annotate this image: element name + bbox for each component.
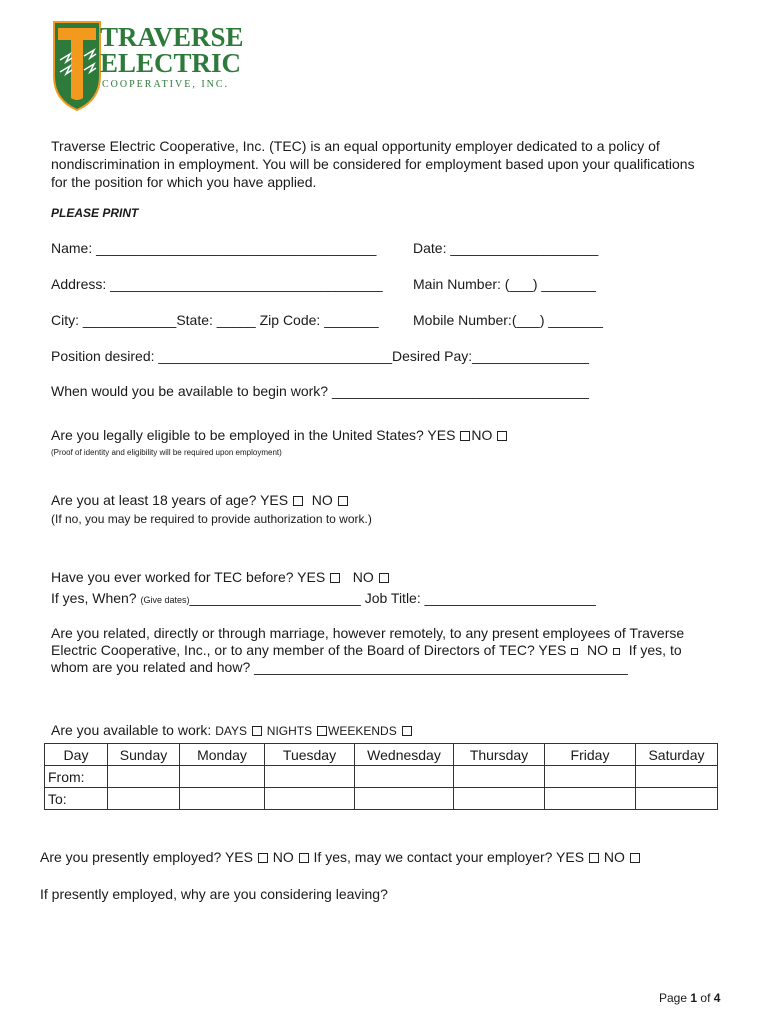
schedule-cell[interactable] <box>180 766 265 788</box>
schedule-to-label: To: <box>45 788 108 810</box>
related-line-3[interactable]: whom are you related and how? ________________________________________________ <box>51 659 628 675</box>
related-yes-checkbox[interactable] <box>571 648 578 655</box>
schedule-cell[interactable] <box>636 788 718 810</box>
eligible-no-label: NO <box>471 427 493 443</box>
main-number-field[interactable]: Main Number: (___) _______ <box>413 276 596 292</box>
worked-no-label: NO <box>352 569 374 585</box>
schedule-header-monday: Monday <box>180 744 265 766</box>
related-no-checkbox[interactable] <box>613 648 620 655</box>
name-field[interactable]: Name: ____________________________________ <box>51 240 377 256</box>
schedule-cell[interactable] <box>355 788 454 810</box>
worked-when-line: ______________________ Job Title: ______________________ <box>189 590 596 606</box>
position-pay-field[interactable]: Position desired: ______________________________Desired Pay:_______________ <box>51 348 589 364</box>
city-state-zip-field[interactable]: City: ____________State: _____ Zip Code: _______ <box>51 312 379 328</box>
contact-employer-text: If yes, may we contact your employer? YES <box>313 849 585 865</box>
age-no-label: NO <box>311 492 333 508</box>
schedule-from-row <box>45 766 718 788</box>
schedule-header-sunday: Sunday <box>108 744 180 766</box>
employed-no-label: NO <box>272 849 294 865</box>
current-page: 1 <box>690 991 698 1005</box>
leaving-question: If presently employed, why are you considering leaving? <box>40 886 388 902</box>
schedule-cell[interactable] <box>454 788 545 810</box>
mobile-number-field[interactable]: Mobile Number:(___) _______ <box>413 312 603 328</box>
age-no-checkbox[interactable] <box>338 496 348 506</box>
schedule-header-row <box>45 744 718 766</box>
please-print-label: PLEASE PRINT <box>51 206 139 220</box>
schedule-from-label: From: <box>45 766 108 788</box>
worked-when-label: If yes, When? <box>51 590 137 606</box>
nights-checkbox[interactable] <box>317 726 327 736</box>
worked-yes-checkbox[interactable] <box>330 573 340 583</box>
employed-question <box>40 849 641 865</box>
logo-shield-icon <box>52 20 102 112</box>
schedule-header-friday: Friday <box>545 744 636 766</box>
related-line-1: Are you related, directly or through marriage, however remotely, to any present employees of Traverse <box>51 625 685 641</box>
employed-question-text: Are you presently employed? YES <box>40 849 253 865</box>
age-question <box>51 492 349 508</box>
date-field[interactable]: Date: ___________________ <box>413 240 599 256</box>
employed-no-checkbox[interactable] <box>299 853 309 863</box>
contact-no-label: NO <box>603 849 625 865</box>
days-checkbox[interactable] <box>252 726 262 736</box>
nights-label: NIGHTS <box>266 724 313 738</box>
eligible-note: (Proof of identity and eligibility will be required upon employment) <box>51 448 282 457</box>
schedule-cell[interactable] <box>355 766 454 788</box>
address-field[interactable]: Address: ___________________________________ <box>51 276 383 292</box>
give-dates-note: (Give dates) <box>140 595 190 605</box>
schedule-cell[interactable] <box>180 788 265 810</box>
weekends-label: WEEKENDS <box>328 724 397 738</box>
eligible-yes-checkbox[interactable] <box>460 431 470 441</box>
worked-question-text: Have you ever worked for TEC before? YES <box>51 569 326 585</box>
page-number <box>659 991 720 1005</box>
weekends-checkbox[interactable] <box>402 726 412 736</box>
availability-question <box>51 722 413 738</box>
worked-when-field[interactable] <box>51 590 596 606</box>
schedule-header-day: Day <box>45 744 108 766</box>
logo-text-electric: ELECTRIC <box>100 48 242 78</box>
related-no-label: NO <box>587 642 609 658</box>
worked-question <box>51 569 390 585</box>
logo-text-cooperative: COOPERATIVE, INC. <box>102 79 230 90</box>
eligible-question <box>51 427 508 443</box>
contact-no-checkbox[interactable] <box>630 853 640 863</box>
schedule-to-row <box>45 788 718 810</box>
schedule-cell[interactable] <box>545 788 636 810</box>
schedule-cell[interactable] <box>454 766 545 788</box>
availability-label: Are you available to work: <box>51 722 212 738</box>
employed-yes-checkbox[interactable] <box>258 853 268 863</box>
age-note: (If no, you may be required to provide authorization to work.) <box>51 512 372 526</box>
schedule-cell[interactable] <box>545 766 636 788</box>
schedule-header-wednesday: Wednesday <box>355 744 454 766</box>
availability-schedule-table <box>44 743 718 810</box>
available-begin-field[interactable]: When would you be available to begin work? _________________________________ <box>51 383 589 399</box>
eligible-no-checkbox[interactable] <box>497 431 507 441</box>
page-of-label: of <box>700 991 711 1005</box>
age-yes-checkbox[interactable] <box>293 496 303 506</box>
logo-text-traverse: TRAVERSE <box>100 22 244 52</box>
page-label: Page <box>659 991 688 1005</box>
schedule-header-tuesday: Tuesday <box>265 744 355 766</box>
related-line-2 <box>51 642 682 658</box>
related-question-text: Electric Cooperative, Inc., or to any member of the Board of Directors of TEC? YES <box>51 642 567 658</box>
schedule-cell[interactable] <box>265 788 355 810</box>
age-question-text: Are you at least 18 years of age? YES <box>51 492 289 508</box>
schedule-cell[interactable] <box>108 766 180 788</box>
related-if-yes-text: If yes, to <box>628 642 682 658</box>
schedule-header-saturday: Saturday <box>636 744 718 766</box>
schedule-cell[interactable] <box>108 788 180 810</box>
schedule-cell[interactable] <box>265 766 355 788</box>
schedule-header-thursday: Thursday <box>454 744 545 766</box>
total-pages: 4 <box>713 991 721 1005</box>
intro-paragraph: Traverse Electric Cooperative, Inc. (TEC) is an equal opportunity employer dedicated to a policy of nondiscrimination in employment. You will be considered for employment based upon your qualifications for the position for which you have applied. <box>51 138 695 190</box>
company-logo <box>52 20 282 112</box>
worked-no-checkbox[interactable] <box>379 573 389 583</box>
days-label: DAYS <box>215 724 247 738</box>
schedule-cell[interactable] <box>636 766 718 788</box>
contact-yes-checkbox[interactable] <box>589 853 599 863</box>
eligible-question-text: Are you legally eligible to be employed in the United States? YES <box>51 427 456 443</box>
